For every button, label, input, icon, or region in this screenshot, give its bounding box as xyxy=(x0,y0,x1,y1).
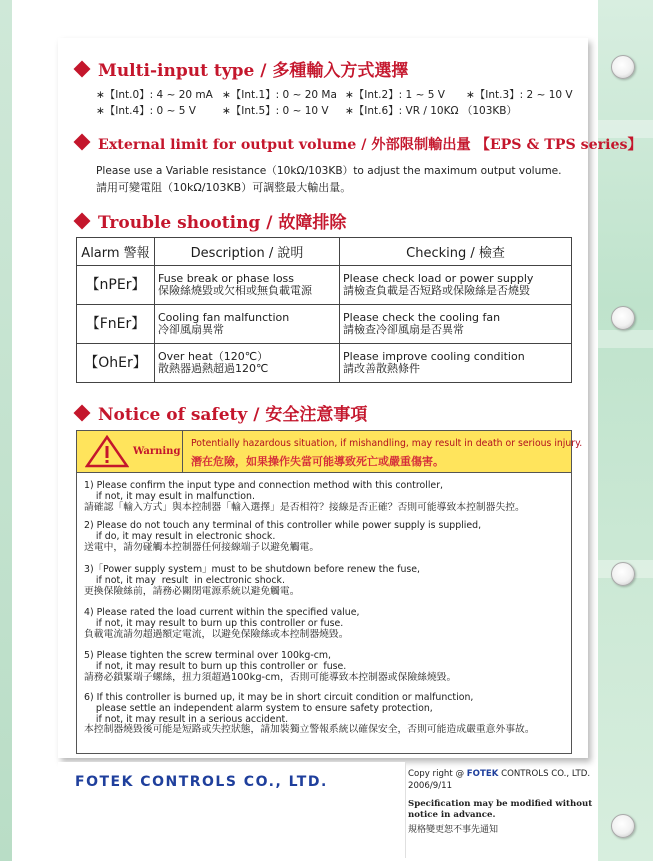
safety-title: Notice of safety / 安全注意事項 xyxy=(98,405,368,425)
input-type-item: ∗【Int.6】: VR / 10KΩ （103KB） xyxy=(345,105,517,117)
warning-header xyxy=(77,431,583,473)
input-type-item: ∗【Int.2】: 1 ~ 5 V xyxy=(345,89,445,101)
alarm-code: 【nPEr】 xyxy=(77,266,155,305)
copyright-suffix: CONTROLS CO., LTD. xyxy=(501,769,591,779)
binder-hole-icon xyxy=(611,55,635,79)
warning-badge xyxy=(77,431,183,472)
table-row xyxy=(77,266,572,305)
table-header-row xyxy=(77,238,572,266)
input-type-item: ∗【Int.4】: 0 ~ 5 V xyxy=(96,105,196,117)
multi-input-heading xyxy=(76,56,408,81)
warning-label: Warning xyxy=(133,446,181,457)
col-header-description: Description / 說明 xyxy=(155,238,340,266)
company-name: FOTEK CONTROLS CO., LTD. xyxy=(75,774,328,790)
diamond-bullet-icon xyxy=(74,405,91,422)
notice-zh: 請確認「輸入方式」與本控制器「輸入選擇」是否相符？接線是否正確？否則可能導致本控制器失控。 xyxy=(84,501,525,513)
binder-hole-icon xyxy=(611,814,635,838)
notice-item xyxy=(84,608,360,640)
description-cell xyxy=(155,305,340,344)
checking-cell xyxy=(340,305,572,344)
alarm-code: 【OhEr】 xyxy=(77,344,155,383)
input-type-item: ∗【Int.0】: 4 ~ 20 mA xyxy=(96,89,213,101)
notice-zh: 負載電流請勿超過額定電流，以避免保險絲或本控制器燒毀。 xyxy=(84,628,349,640)
notice-item xyxy=(84,651,456,683)
notice-item xyxy=(84,521,481,553)
table-row xyxy=(77,305,572,344)
notice-item xyxy=(84,481,525,513)
copyright-brand: FOTEK xyxy=(466,769,499,779)
notice-zh: 請務必鎖緊端子螺絲，扭力須超過100kg-cm，否則可能導致本控制器或保險絲燒毀。 xyxy=(84,671,457,683)
left-decor-band xyxy=(0,0,12,861)
checking-en: Please check the cooling fan xyxy=(343,311,501,324)
input-type-item: ∗【Int.5】: 0 ~ 10 V xyxy=(222,105,329,117)
notice-en: 6) If this controller is burned up, it may be in short circuit condition or malfunction, please settle an independent alarm system to ensure safety protection, if not, it may result in a serious accident. xyxy=(84,692,474,725)
binder-hole-icon xyxy=(611,306,635,330)
warning-triangle-icon xyxy=(85,435,129,468)
diamond-bullet-icon xyxy=(74,134,91,151)
diamond-bullet-icon xyxy=(74,213,91,230)
trouble-title: Trouble shooting / 故障排除 xyxy=(98,213,347,233)
copyright-line xyxy=(408,769,590,779)
table-row xyxy=(77,344,572,383)
binder-hole-icon xyxy=(611,562,635,586)
copyright-date: 2006/9/11 xyxy=(408,781,453,791)
col-header-alarm: Alarm 警報 xyxy=(77,238,155,266)
description-en: Over heat（120℃） xyxy=(158,350,269,363)
notice-en: 5) Please tighten the screw terminal over 100kg-cm, if not, it may result to burn up this controller or fuse. xyxy=(84,650,347,672)
warning-text-en: Potentially hazardous situation, if mishandling, may result in death or serious injury. xyxy=(191,438,583,449)
description-en: Cooling fan malfunction xyxy=(158,311,290,324)
input-type-item: ∗【Int.1】: 0 ~ 20 Ma xyxy=(222,89,337,101)
multi-input-title: Multi-input type / 多種輸入方式選擇 xyxy=(98,61,409,81)
description-zh: 散熱器過熱超過120℃ xyxy=(158,362,269,375)
checking-en: Please improve cooling condition xyxy=(343,350,525,363)
notice-en: 3)「Power supply system」must to be shutdown before renew the fuse, if not, it may result in electronic shock. xyxy=(84,564,421,586)
alarm-code: 【FnEr】 xyxy=(77,305,155,344)
trouble-table xyxy=(76,237,572,383)
notice-zh: 本控制器燒毀後可能是短路或失控狀態，請加裝獨立警報系統以確保安全，否則可能造成嚴重意外事故。 xyxy=(84,724,535,736)
right-decor-band xyxy=(598,0,653,861)
checking-cell xyxy=(340,344,572,383)
notice-zh: 送電中，請勿碰觸本控制器任何接線端子以避免觸電。 xyxy=(84,541,320,553)
diamond-bullet-icon xyxy=(74,61,91,78)
spec-notice-zh: 規格變更恕不事先通知 xyxy=(408,825,499,835)
spec-notice-en-1: Specification may be modified without xyxy=(408,799,593,809)
notice-en: 1) Please confirm the input type and connection method with this controller, if not, it may esult in malfunction. xyxy=(84,480,444,502)
external-limit-en: Please use a Variable resistance（10kΩ/103KB）to adjust the maximum output volume. xyxy=(96,165,562,177)
notice-item xyxy=(84,565,420,597)
decor-stripe xyxy=(598,330,653,348)
notice-zh: 更換保險絲前，請務必關閉電源系統以避免觸電。 xyxy=(84,585,300,597)
checking-en: Please check load or power supply xyxy=(343,272,534,285)
checking-zh: 請檢查冷卻風扇是否異常 xyxy=(343,323,464,336)
spec-notice-en-2: notice in advance. xyxy=(408,810,496,820)
description-cell xyxy=(155,344,340,383)
checking-zh: 請改善散熱條件 xyxy=(343,362,420,375)
checking-zh: 請檢查負載是否短路或保險絲是否燒毀 xyxy=(343,284,530,297)
input-type-item: ∗【Int.3】: 2 ~ 10 V xyxy=(466,89,573,101)
trouble-heading xyxy=(76,208,346,233)
description-zh: 冷卻風扇異常 xyxy=(158,323,224,336)
external-limit-title: External limit for output volume / 外部限制輸出量 【EPS & TPS series】 xyxy=(98,137,642,153)
notice-item xyxy=(84,693,535,736)
safety-heading xyxy=(76,400,367,425)
checking-cell xyxy=(340,266,572,305)
notice-en: 4) Please rated the load current within the specified value, if not, it may result to burn up this controller or fuse. xyxy=(84,607,360,629)
warning-text-zh: 潛在危險，如果操作失當可能導致死亡或嚴重傷害。 xyxy=(191,455,444,468)
notice-en: 2) Please do not touch any terminal of this controller while power supply is supplied, if do, it may result in electronic shock. xyxy=(84,520,482,542)
external-limit-zh: 請用可變電阻（10kΩ/103KB）可調整最大輸出量。 xyxy=(96,181,352,194)
copyright-prefix: Copy right @ xyxy=(408,769,465,779)
description-zh: 保險絲燒毀或欠相或無負載電源 xyxy=(158,284,312,297)
description-en: Fuse break or phase loss xyxy=(158,272,295,285)
description-cell xyxy=(155,266,340,305)
col-header-checking: Checking / 檢查 xyxy=(340,238,572,266)
external-limit-heading xyxy=(76,134,642,154)
